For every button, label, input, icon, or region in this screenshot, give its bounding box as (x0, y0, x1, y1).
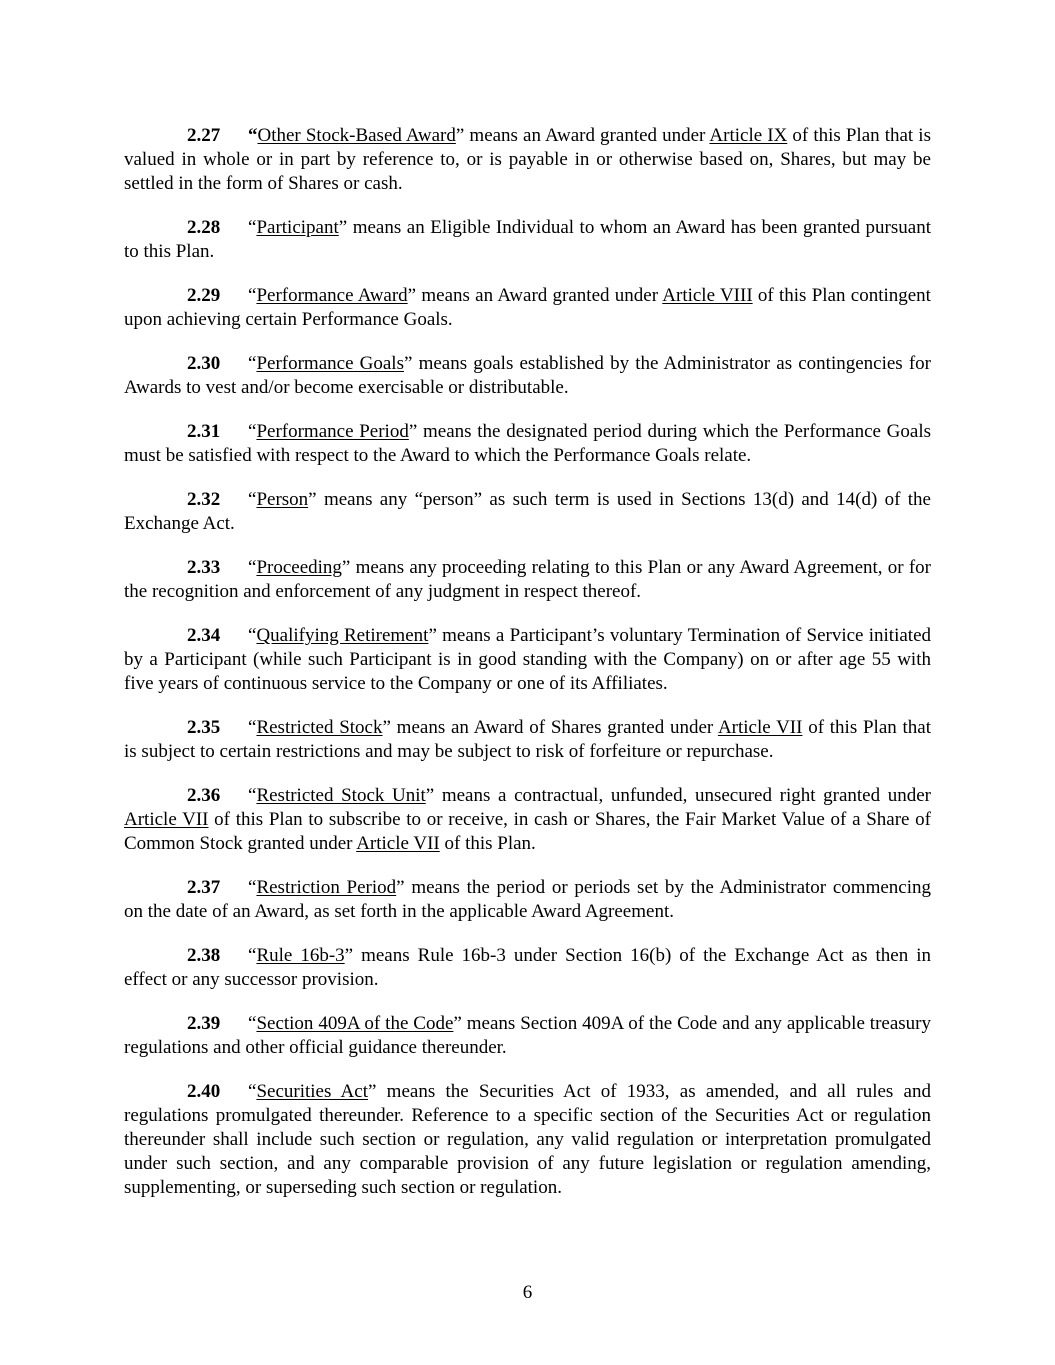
definition-2-32 (124, 488, 931, 536)
section-number: 2.30 (187, 353, 221, 374)
section-number: 2.40 (187, 1081, 221, 1102)
open-quote: “ (248, 125, 258, 146)
definition-text: means goals established by the Administrator as contingencies for Awards to vest and/or become exercisable or distributable. (124, 353, 932, 398)
section-number: 2.27 (187, 125, 221, 146)
definition-text: means the designated period during which the Performance Goals must be satisfied with respect to the Award to which the Performance Goals relate. (124, 421, 931, 466)
close-quote: ” (344, 945, 354, 966)
open-quote: “ (248, 489, 257, 510)
document-page (124, 124, 931, 1220)
close-quote: ” (341, 557, 351, 578)
definition-2-31 (124, 420, 931, 468)
defined-term: Securities Act (256, 1081, 368, 1102)
defined-term: Restricted Stock Unit (256, 785, 426, 806)
article-reference: Article VIII (662, 285, 753, 306)
close-quote: ” (428, 625, 437, 646)
definition-text: means a Participant’s voluntary Termination of Service initiated by a Participant (while such Participant is in good standing with the Company) on or after age 55 with five years of continuous service to the Company or one of its Affiliates. (124, 625, 932, 694)
definition-text: means an Award granted under (416, 285, 663, 306)
definition-2-40 (124, 1080, 931, 1200)
section-number: 2.37 (187, 877, 221, 898)
definition-2-33 (124, 556, 931, 604)
close-quote: ” (408, 421, 418, 442)
definition-2-29 (124, 284, 931, 332)
defined-term: Other Stock-Based Award (257, 125, 456, 146)
definition-2-36 (124, 784, 931, 856)
definition-text: means an Eligible Individual to whom an Award has been granted pursuant to this Plan. (124, 217, 931, 262)
close-quote: ” (403, 353, 413, 374)
page-number: 6 (522, 1282, 533, 1303)
close-quote: ” (396, 877, 405, 898)
defined-term: Performance Award (256, 285, 408, 306)
section-number: 2.35 (187, 717, 221, 738)
defined-term: Person (256, 489, 309, 510)
defined-term: Restricted Stock (256, 717, 383, 738)
section-number: 2.29 (187, 285, 221, 306)
definition-text: means any “person” as such term is used in Sections 13(d) and 14(d) of the Exchange Act. (124, 489, 931, 534)
open-quote: “ (248, 557, 257, 578)
definition-text: means Rule 16b-3 under Section 16(b) of the Exchange Act as then in effect or any successor provision. (124, 945, 931, 990)
definition-text: means an Award of Shares granted under (390, 717, 718, 738)
article-reference: Article IX (709, 125, 788, 146)
definition-text: of this Plan that is valued in whole or in part by reference to, or is payable in or otherwise based on, Shares, but may be settled in the form of Shares or cash. (124, 125, 931, 194)
definition-2-27 (124, 124, 931, 196)
definition-text: means Section 409A of the Code and any applicable treasury regulations and other official guidance thereunder. (124, 1013, 931, 1058)
defined-term: Participant (256, 217, 339, 238)
defined-term: Rule 16b-3 (256, 945, 345, 966)
definition-2-39 (124, 1012, 931, 1060)
defined-term: Proceeding (256, 557, 342, 578)
open-quote: “ (248, 1013, 257, 1034)
definition-text: of this Plan contingent upon achieving certain Performance Goals. (124, 285, 931, 330)
section-number: 2.39 (187, 1013, 221, 1034)
definition-2-28 (124, 216, 931, 264)
definition-text: means any proceeding relating to this Plan or any Award Agreement, or for the recognition and enforcement of any judgment in respect thereof. (124, 557, 931, 602)
section-number: 2.34 (187, 625, 221, 646)
section-number: 2.33 (187, 557, 221, 578)
defined-term: Performance Period (256, 421, 409, 442)
definition-2-34 (124, 624, 931, 696)
close-quote: ” (407, 285, 417, 306)
close-quote: ” (338, 217, 348, 238)
close-quote: ” (425, 785, 435, 806)
definition-text: of this Plan. (439, 833, 536, 854)
defined-term: Restriction Period (256, 877, 397, 898)
definition-text: of this Plan that is subject to certain restrictions and may be subject to risk of forfeiture or repurchase. (124, 717, 931, 762)
definition-2-37 (124, 876, 931, 924)
open-quote: “ (248, 717, 257, 738)
section-number: 2.38 (187, 945, 221, 966)
definition-2-35 (124, 716, 931, 764)
article-reference: Article VII (124, 809, 209, 830)
close-quote: ” (308, 489, 317, 510)
section-number: 2.36 (187, 785, 221, 806)
definition-text: means a contractual, unfunded, unsecured right granted under (434, 785, 931, 806)
close-quote: ” (382, 717, 391, 738)
open-quote: “ (248, 1081, 257, 1102)
definitions-list (124, 124, 931, 1200)
section-number: 2.31 (187, 421, 221, 442)
open-quote: “ (248, 421, 257, 442)
article-reference: Article VII (356, 833, 440, 854)
definition-text: of this Plan to subscribe to or receive, in cash or Shares, the Fair Market Value of a Share of Common Stock granted under (124, 809, 931, 854)
article-reference: Article VII (717, 717, 803, 738)
close-quote: ” (455, 125, 465, 146)
open-quote: “ (248, 353, 257, 374)
defined-term: Qualifying Retirement (256, 625, 429, 646)
open-quote: “ (248, 217, 257, 238)
open-quote: “ (248, 285, 257, 306)
open-quote: “ (248, 877, 257, 898)
definition-text: means an Award granted under (464, 125, 710, 146)
open-quote: “ (248, 625, 257, 646)
definition-2-38 (124, 944, 931, 992)
definition-2-30 (124, 352, 931, 400)
section-number: 2.28 (187, 217, 221, 238)
section-number: 2.32 (187, 489, 221, 510)
open-quote: “ (248, 785, 257, 806)
close-quote: ” (453, 1013, 462, 1034)
definition-text: means the Securities Act of 1933, as amended, and all rules and regulations promulgated thereunder. Reference to a specific section of the Securities Act or regulation thereunder shall include such section or regulation, any valid regulation or interpretation promulgated under such section, and any comparable provision of any future legislation or regulation amending, supplementing, or superseding such section or regulation. (124, 1081, 931, 1198)
defined-term: Performance Goals (256, 353, 404, 374)
defined-term: Section 409A of the Code (256, 1013, 454, 1034)
open-quote: “ (248, 945, 257, 966)
close-quote: ” (368, 1081, 377, 1102)
definition-text: means the period or periods set by the Administrator commencing on the date of an Award, as set forth in the applicable Award Agreement. (124, 877, 931, 922)
